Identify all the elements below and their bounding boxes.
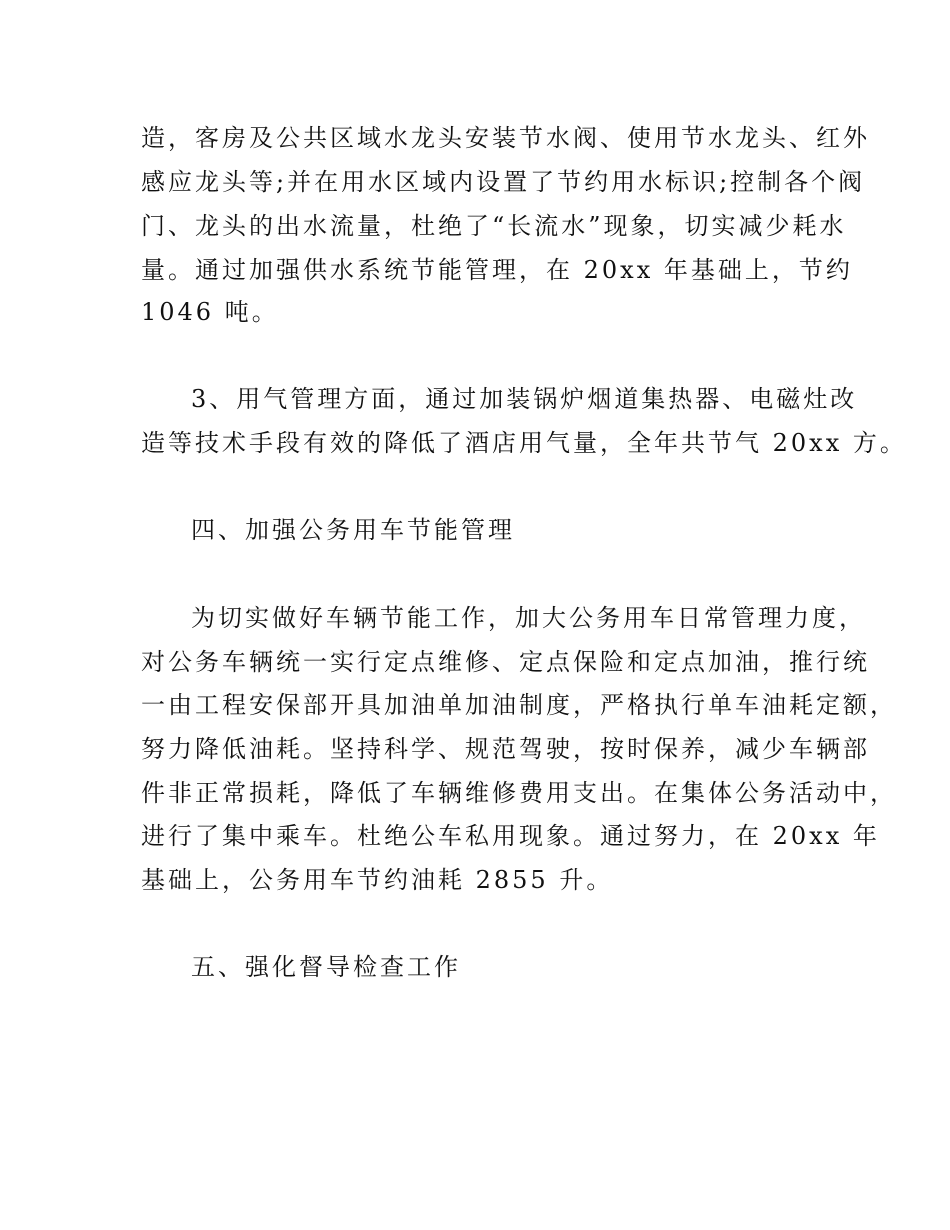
- text-line: 量。通过加强供水系统节能管理，在 20xx 年基础上，节约: [141, 256, 853, 284]
- text-line: 进行了集中乘车。杜绝公车私用现象。通过努力，在 20xx 年: [141, 822, 880, 850]
- text-line: 为切实做好车辆节能工作，加大公务用车日常管理力度，: [191, 604, 866, 632]
- text-line: 基础上，公务用车节约油耗 2855 升。: [141, 866, 614, 894]
- text-line: 对公务车辆统一实行定点维修、定点保险和定点加油，推行统: [141, 648, 870, 676]
- text-line: 造等技术手段有效的降低了酒店用气量，全年共节气 20xx 方。: [141, 429, 907, 457]
- text-line: 门、龙头的出水流量，杜绝了“长流水”现象，切实减少耗水: [141, 212, 847, 240]
- text-line: 件非正常损耗，降低了车辆维修费用支出。在集体公务活动中，: [141, 779, 897, 807]
- text-line: 努力降低油耗。坚持科学、规范驾驶，按时保养，减少车辆部: [141, 735, 870, 763]
- section-heading-4: 四、加强公务用车节能管理: [191, 516, 515, 544]
- text-line: 一由工程安保部开具加油单加油制度，严格执行单车油耗定额，: [141, 691, 897, 719]
- text-line: 1046 吨。: [141, 298, 279, 326]
- section-heading-5: 五、强化督导检查工作: [191, 953, 461, 981]
- text-line: 感应龙头等;并在用水区域内设置了节约用水标识;控制各个阀: [141, 168, 866, 196]
- text-line: 造，客房及公共区域水龙头安装节水阀、使用节水龙头、红外: [141, 124, 870, 152]
- text-line: 3、用气管理方面，通过加装锅炉烟道集热器、电磁灶改: [191, 385, 858, 413]
